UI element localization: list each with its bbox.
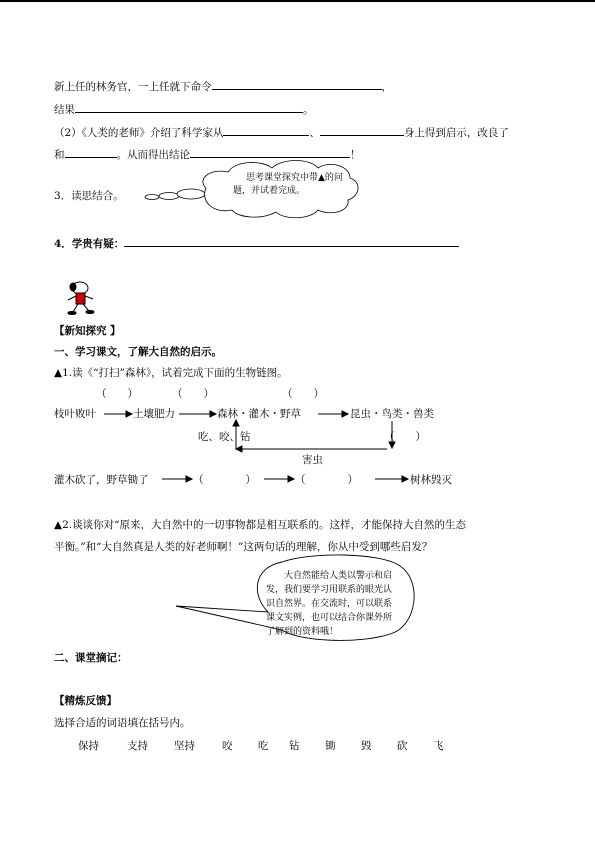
chain-eat: 吃、咬、钻 — [198, 431, 251, 443]
q1-text: ▲1.读《“打扫”森林》，试着完成下面的生物链图。 — [54, 367, 288, 379]
word-option: 支持 — [127, 740, 148, 752]
new-knowledge-heading: 【新知探究 】 — [54, 325, 121, 337]
punct: ， — [381, 81, 392, 93]
chain-leaves: 枝叶败叶 — [54, 408, 96, 420]
paren-blank[interactable]: （ ） — [295, 474, 358, 486]
word-option: 锄 — [325, 740, 336, 752]
paren-blank[interactable]: （ ） — [384, 431, 426, 443]
dog-cartoon-icon — [68, 282, 94, 315]
punct: 。 — [303, 104, 314, 116]
sec4-line — [54, 235, 459, 251]
paren-blank[interactable]: （ ） — [282, 388, 324, 400]
practice-instruction: 选择合适的词语填在括号内。 — [54, 717, 191, 729]
paren-blank[interactable]: （ ） — [172, 388, 214, 400]
bubble-line: 大自然能给人类以警示和启 — [266, 571, 393, 581]
bubble-line: 课文实例，也可以结合你课外所 — [266, 613, 393, 623]
cloud-text-1: 思考课堂探究中带▲的问 — [246, 173, 343, 183]
word-option: 吃 — [258, 740, 269, 752]
food-chain-arrows — [104, 411, 408, 482]
punct: 、 — [309, 127, 320, 139]
punct: ！ — [350, 149, 361, 161]
word-option: 保持 — [78, 740, 99, 752]
sec3-label: 3．读思结合。 — [54, 190, 124, 202]
bubble-line: 识自然界。在交流时，可以联系 — [266, 599, 393, 609]
q2-line-2: 平衡。”和“大自然真是人类的好老师啊！”这两句话的理解，你从中受到哪些启发？ — [54, 541, 433, 553]
paren-blank[interactable]: （ ） — [96, 388, 138, 400]
chain-insects: 昆虫・鸟类・兽类 — [350, 408, 434, 420]
chain-soil: 土壤肥力 — [133, 408, 175, 420]
word-option: 坚持 — [174, 740, 195, 752]
chain2-start: 灌木砍了，野草锄了 — [54, 474, 149, 486]
chain-forest: 森林・灌木・野草 — [217, 408, 301, 420]
practice-heading: 【精炼反馈】 — [54, 695, 117, 707]
fill-line-3-text-a: （2）《人类的老师》介绍了科学家从 — [54, 127, 224, 139]
word-option: 砍 — [397, 740, 408, 752]
fill-line-2-text: 结果 — [54, 104, 75, 116]
section-2-heading: 二、课堂摘记： — [54, 652, 128, 664]
q2-line-1: ▲2.谈谈你对“原来，大自然中的一切事物都是相互联系的。这样，才能保持大自然的生态 — [54, 519, 466, 531]
blank[interactable] — [124, 235, 459, 247]
bubble-line: 了解到的资料哦！ — [266, 627, 339, 637]
fill-line-1-text: 新上任的林务官，一上任就下命令 — [54, 81, 212, 93]
sec4-label: 4．学贵有疑： — [54, 238, 125, 250]
section-1-heading: 一、学习课文，了解大自然的启示。 — [54, 346, 222, 358]
cloud-text-2: 题，并试着完成。 — [233, 186, 306, 196]
chain-pest: 害虫 — [302, 454, 323, 466]
word-option: 咬 — [222, 740, 233, 752]
word-option: 毁 — [361, 740, 372, 752]
fill-line-4-text-a: 和 — [54, 149, 65, 161]
fill-line-3-text-b: 身上得到启示，改良了 — [403, 127, 509, 139]
fill-line-4-text-b: 。从而得出结论 — [116, 149, 190, 161]
bubble-line: 发，我们要学习用联系的眼光认 — [266, 585, 393, 595]
word-option: 飞 — [433, 740, 444, 752]
chain2-end: 树林毁灭 — [410, 474, 452, 486]
paren-blank[interactable]: （ ） — [193, 474, 256, 486]
word-option: 钻 — [289, 740, 300, 752]
